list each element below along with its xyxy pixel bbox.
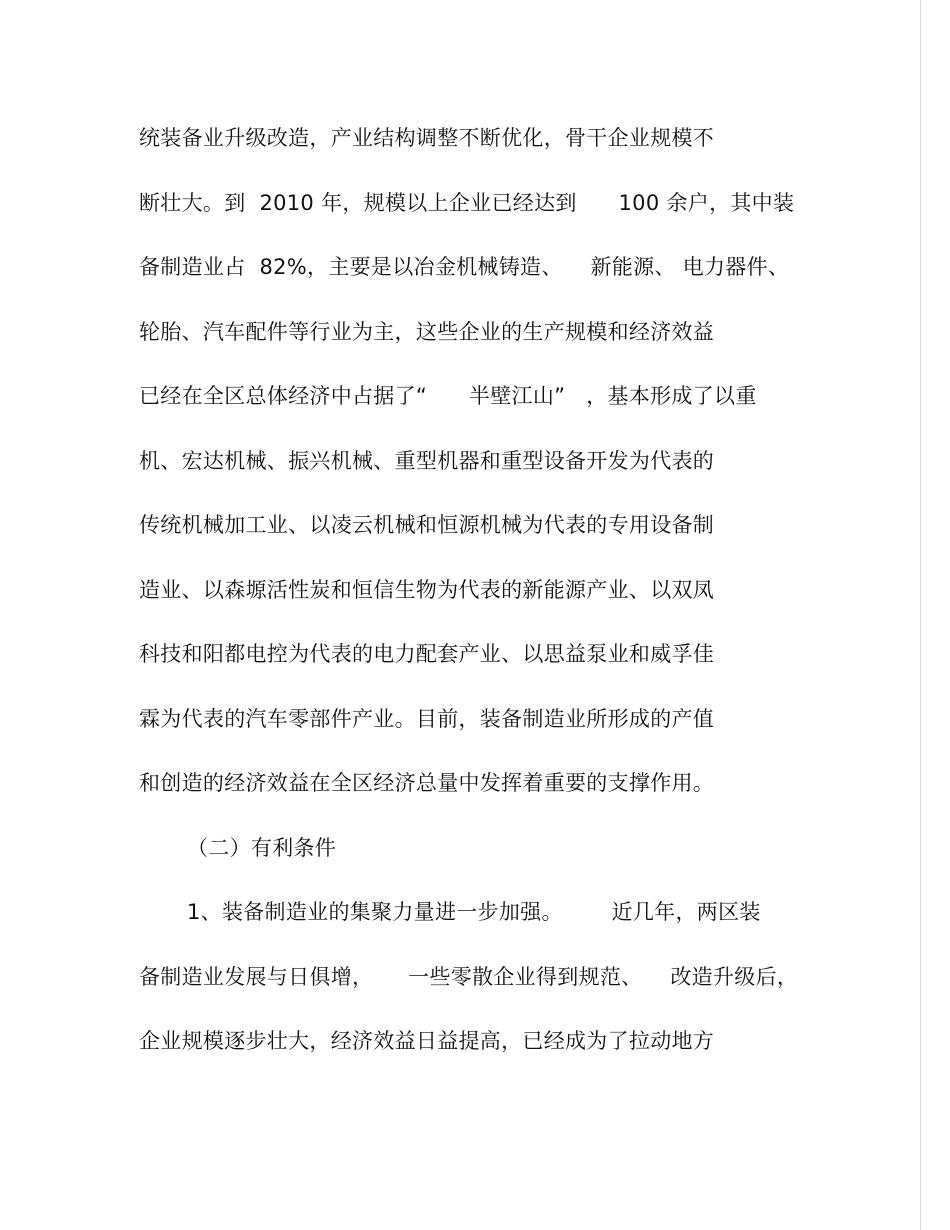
text-line: 造业、以森塬活性炭和恒信生物为代表的新能源产业、以双凤	[139, 577, 715, 602]
body-text	[139, 118, 819, 1086]
text-line: 企业规模逐步壮大，经济效益日益提高，已经成为了拉动地方	[139, 1029, 715, 1053]
text-line: 备制造业占 82%，主要是以冶金机械铸造、 新能源、 电力器件、	[139, 255, 790, 279]
text-line: 断壮大。到 2010 年，规模以上企业已经达到 100 余户，其中装	[139, 190, 795, 215]
text-line: 霖为代表的汽车零部件产业。目前，装备制造业所形成的产值	[139, 706, 715, 731]
text-line: 传统机械加工业、以凌云机械和恒源机械为代表的专用设备制	[139, 513, 715, 537]
text-line: 备制造业发展与日俱增， 一些零散企业得到规范、 改造升级后，	[139, 964, 799, 989]
text-line: 科技和阳都电控为代表的电力配套产业、以思益泵业和威孚佳	[139, 642, 715, 666]
text-line: 统装备业升级改造，产业结构调整不断优化，骨干企业规模不	[139, 126, 715, 150]
text-line: 已经在全区总体经济中占据了“ 半壁江山” ，基本形成了以重	[139, 384, 757, 408]
text-line: 轮胎、汽车配件等行业为主，这些企业的生产规模和经济效益	[139, 319, 715, 344]
page-edge-divider	[920, 0, 921, 1230]
section-heading: （二）有利条件	[187, 835, 337, 860]
text-line: 和创造的经济效益在全区经济总量中发挥着重要的支撑作用。	[139, 771, 715, 795]
text-line: 机、宏达机械、振兴机械、重型机器和重型设备开发为代表的	[139, 448, 715, 473]
numbered-paragraph-start: 1、装备制造业的集聚力量进一步加强。 近几年，两区装	[187, 900, 761, 924]
